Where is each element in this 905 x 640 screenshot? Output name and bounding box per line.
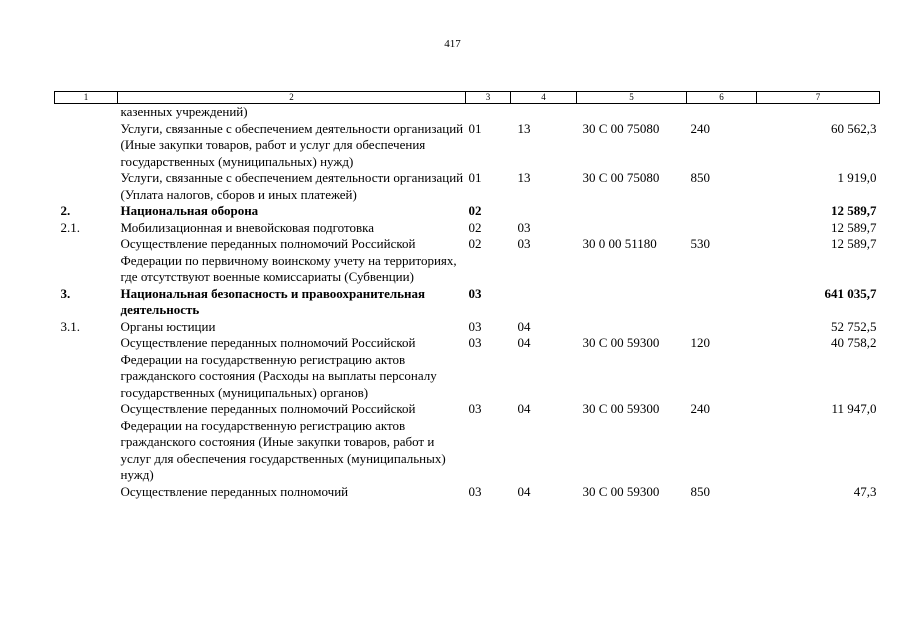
- table-row: [55, 484, 880, 501]
- row-subsection: 04: [517, 318, 531, 334]
- row-description: Мобилизационная и вневойсковая подготовка: [120, 219, 375, 235]
- row-section: 02: [468, 236, 482, 251]
- row-expense-type: 120: [690, 335, 710, 350]
- row-target-article: 30 С 00 75080: [582, 120, 660, 136]
- row-target-article: 30 С 00 59300: [582, 483, 660, 499]
- row-description: казенных учреждений): [120, 104, 248, 119]
- row-number: 2.: [60, 203, 71, 218]
- row-subsection: 03: [517, 219, 531, 235]
- row-description: Осуществление переданных полномочий Российской Федерации по первичному воинскому учету на территориях, где отсутствуют военные комиссариаты (Субвенции): [120, 236, 457, 284]
- row-target-article: 30 С 00 59300: [582, 335, 660, 350]
- row-description: Услуги, связанные с обеспечением деятельности организаций (Иные закупки товаров, работ и услуг для обеспечения государственных (муниципальных) нужд): [120, 120, 464, 169]
- row-section: 03: [468, 401, 482, 416]
- row-expense-type: 240: [690, 120, 710, 136]
- table-row: [55, 170, 880, 203]
- row-amount: 1 919,0: [837, 170, 877, 185]
- table-row: [55, 319, 880, 336]
- row-section: [466, 104, 511, 121]
- row-expense-type: 240: [690, 401, 710, 416]
- header-col-6: 6: [687, 92, 757, 104]
- table-row: [55, 121, 880, 171]
- row-number: 3.1.: [60, 318, 80, 334]
- row-subsection: 04: [517, 335, 531, 350]
- row-expense-type: 850: [690, 483, 710, 499]
- row-subsection: [511, 203, 577, 220]
- row-section: 03: [468, 318, 482, 334]
- row-subsection: 04: [517, 483, 531, 499]
- row-description: Услуги, связанные с обеспечением деятельности организаций (Уплата налогов, сборов и иных платежей): [120, 170, 464, 202]
- header-col-4: 4: [511, 92, 577, 104]
- table-row: [55, 335, 880, 401]
- row-amount: 12 589,7: [831, 236, 877, 251]
- row-subsection: 03: [517, 236, 531, 251]
- row-target-article: [577, 286, 687, 319]
- row-target-article: 30 0 00 51180: [582, 236, 657, 251]
- row-subsection: [511, 286, 577, 319]
- row-section: 01: [468, 120, 482, 136]
- row-expense-type: 850: [690, 170, 710, 185]
- row-expense-type: [687, 104, 757, 121]
- row-target-article: [577, 220, 687, 237]
- row-description: Органы юстиции: [120, 318, 216, 334]
- table-row: [55, 203, 880, 220]
- row-expense-type: [687, 319, 757, 336]
- row-expense-type: 530: [690, 236, 710, 251]
- row-amount: 641 035,7: [824, 285, 877, 301]
- header-row: [55, 92, 880, 104]
- row-section: 02: [468, 203, 482, 218]
- row-number: [55, 121, 118, 171]
- table-row: [55, 104, 880, 121]
- page-number: 417: [444, 38, 461, 50]
- row-number: [55, 104, 118, 121]
- header-col-1: 1: [55, 92, 118, 104]
- row-number: [55, 236, 118, 286]
- row-amount: [757, 104, 880, 121]
- row-subsection: 13: [517, 170, 531, 185]
- row-description: Национальная оборона: [120, 203, 259, 218]
- row-section: 03: [468, 335, 482, 350]
- row-expense-type: [687, 220, 757, 237]
- row-section: 03: [468, 483, 482, 499]
- budget-table: [54, 91, 880, 500]
- row-target-article: [577, 319, 687, 336]
- row-description: Осуществление переданных полномочий: [120, 483, 349, 499]
- table-row: [55, 401, 880, 484]
- row-subsection: [511, 104, 577, 121]
- row-expense-type: [687, 286, 757, 319]
- header-col-3: 3: [466, 92, 511, 104]
- row-amount: 60 562,3: [831, 120, 877, 136]
- row-section: 03: [468, 285, 482, 301]
- row-target-article: [577, 203, 687, 220]
- row-expense-type: [687, 203, 757, 220]
- row-number: [55, 170, 118, 203]
- header-col-2: 2: [118, 92, 466, 104]
- row-section: 02: [468, 219, 482, 235]
- table-header: [55, 92, 880, 104]
- row-amount: 40 758,2: [831, 335, 877, 350]
- row-description: Осуществление переданных полномочий Российской Федерации на государственную регистрацию актов гражданского состояния (Расходы на выплаты персоналу государственных (муниципальных) органов): [120, 335, 437, 400]
- row-description: Осуществление переданных полномочий Российской Федерации на государственную регистрацию актов гражданского состояния (Иные закупки товаров, работ и услуг для обеспечения государственных (муниципальных) нужд): [120, 401, 446, 482]
- row-number: [55, 484, 118, 501]
- row-subsection: 04: [517, 401, 531, 416]
- row-number: [55, 335, 118, 401]
- row-number: 2.1.: [60, 219, 80, 235]
- row-target-article: [577, 104, 687, 121]
- row-amount: 12 589,7: [831, 219, 877, 235]
- row-target-article: 30 С 00 59300: [582, 401, 660, 416]
- table-row: [55, 236, 880, 286]
- table-body: [55, 104, 880, 501]
- table-row: [55, 220, 880, 237]
- row-amount: 12 589,7: [831, 203, 877, 218]
- row-number: 3.: [60, 285, 71, 301]
- row-target-article: 30 С 00 75080: [582, 170, 660, 185]
- row-amount: 47,3: [853, 483, 877, 499]
- header-col-5: 5: [577, 92, 687, 104]
- row-description: Национальная безопасность и правоохранительная деятельность: [120, 285, 426, 317]
- row-subsection: 13: [517, 120, 531, 136]
- table-row: [55, 286, 880, 319]
- row-number: [55, 401, 118, 484]
- row-amount: 11 947,0: [831, 401, 877, 416]
- header-col-7: 7: [757, 92, 880, 104]
- row-amount: 52 752,5: [831, 318, 877, 334]
- row-section: 01: [468, 170, 482, 185]
